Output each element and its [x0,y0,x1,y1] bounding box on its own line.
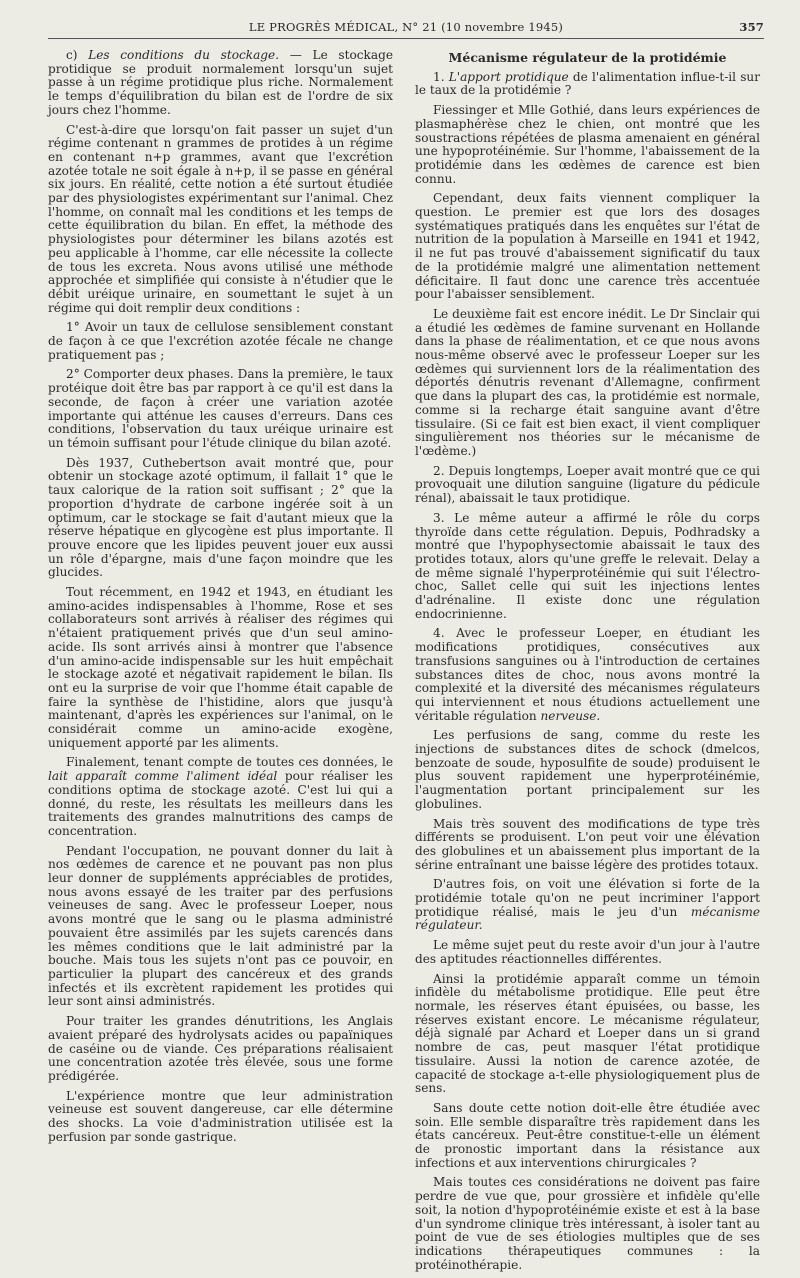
emphasis: L'apport protidique [448,69,569,84]
paragraph: 2° Comporter deux phases. Dans la première, le taux protéique doit être bas par rapport à ce qu'il est dans la seconde, de façon à créer une variation azotée importante qui atténue les causes d'erreurs. Dans ces conditions, l'observation du taux uréique urinaire est un témoin suffisant pour l'étude clinique du bilan azoté. [48,367,393,450]
paragraph [48,756,393,838]
paragraph: L'expérience montre que leur administration veineuse est souvent dangereuse, car elle détermine des shocks. La voie d'administration utilisée est la perfusion par sonde gastrique. [48,1088,393,1144]
paragraph: Tout récemment, en 1942 et 1943, en étudiant les amino-acides indispensables à l'homme, Rose et ses collaborateurs sont arrivés à réaliser des régimes qui n'étaient pratiquement privés que d'un seul amino-acide. Ils sont arrivés ainsi à montrer que l'absence d'un amino-acide indispensable sur les huit empêchait le stockage azoté et négativait rapidement le bilan. Ils ont eu la surprise de voir que l'homme était capable de faire la synthèse de l'histidine, alors que jusqu'à maintenant, d'après les expériences sur l'animal, on le considérait comme un amino-acide exogène, uniquement apporté par les aliments. [48,585,393,750]
paragraph: 3. Le même auteur a affirmé le rôle du corps thyroïde dans cette régulation. Depuis, Podhradsky a montré que l'hypophysectomie abaissait le taux des protides totaux, alors qu'une greffe le relevait. Delay a de même signalé l'hyperprotéinémie qui suit l'électro-choc, Sallet celle qui suit les injections lentes d'adrénaline. Il existe donc une régulation endocrinienne. [415,510,760,621]
paragraph-text: pour réaliser les conditions optima de stockage azoté. C'est lui qui a donné, du reste, les résultats les meilleurs dans les traitements des grandes malnutritions des camps de concentration. [48,769,393,838]
list-label: c) [66,48,89,62]
left-column [48,49,393,1278]
paragraph: Cependant, deux faits viennent compliquer la question. Le premier est que lors des dosages systématiques pratiqués dans les enquêtes sur l'état de nutrition de la population à Marseille en 1941 et 1942, il ne fut pas trouvé d'abaissement significatif du taux de la protidémie malgré une alimentation nettement déficitaire. Il faut donc une carence très accentuée pour l'abaisser sensiblement. [415,191,760,302]
paragraph: Le deuxième fait est encore inédit. Le Dr Sinclair qui a étudié les œdèmes de famine survenant en Hollande dans la phase de réalimentation, et ce que nous avons nous-même observé avec le professeur Loeper sur les œdèmes qui surviennent lors de la réalimentation des déportés dénutris revenant d'Allemagne, confirment que dans la plupart des cas, la protidémie est normale, comme si la recharge était sanguine avant d'être tissulaire. (Si ce fait est bien exact, il vient compliquer singulièrement nos théories sur le mécanisme de l'œdème.) [415,306,760,458]
paragraph-text: Finalement, tenant compte de toutes ces données, le [66,755,393,770]
paragraph-text: D'autres fois, on voit une élévation si forte de la protidémie totale qu'on ne peut incriminer l'apport protidique réalisé, mais le jeu d'un [415,877,760,919]
emphasis: mécanisme régulateur. [415,904,760,933]
paragraph-text: 4. Avec le professeur Loeper, en étudiant les modifications protidiques, consécutives aux transfusions sanguines ou à l'introduction de certaines substances dites de choc, nous avons montré la complexité et la diversité des mécanismes régulateurs qui interviennent et nous étudions actuellement une véritable régulation [415,626,760,723]
paragraph: 1° Avoir un taux de cellulose sensiblement constant de façon à ce que l'excrétion azotée fécale ne change pratiquement pas ; [48,320,393,362]
paragraph-text: — Le stockage protidique se produit normalement lorsqu'un sujet passe à un régime protidique plus riche. Normalement le temps d'équilibration du bilan est de l'ordre de six jours chez l'homme. [48,48,393,117]
paragraph: Ainsi la protidémie apparaît comme un témoin infidèle du métabolisme protidique. Elle peut être normale, les réserves étant épuisées, ou basse, les réserves existant encore. Le mécanisme régulateur, déjà signalé par Achard et Loeper dans un si grand nombre de cas, peut masquer l'état protidique tissulaire. Aussi la notion de carence azotée, de capacité de stockage a-t-elle physiologiquement plus de sens. [415,971,760,1096]
paragraph: Pendant l'occupation, ne pouvant donner du lait à nos œdèmes de carence et ne pouvant pas non plus leur donner de suppléments appréciables de protides, nous avons essayé de les traiter par des perfusions veineuses de sang. Avec le professeur Loeper, nous avons montré que le sang ou le plasma administré pouvaient être assimilés par les sujets carencés dans les mêmes conditions que le lait administré par la bouche. Mais tous les sujets n'ont pas ce pouvoir, en particulier la plupart des cancéreux et des grands infectés et ils excrètent rapidement les protides qui leur sont ainsi administrés. [48,843,393,1009]
paragraph [415,878,760,933]
running-header [48,18,764,39]
subsection-heading: Les conditions du stockage. [88,48,280,62]
section-heading: Mécanisme régulateur de la protidémie [448,50,727,65]
paragraph: C'est-à-dire que lorsqu'on fait passer un sujet d'un régime contenant n grammes de protides à un régime en contenant n+p grammes, avant que l'excrétion azotée totale ne soit égale à n+p, il se passe en général six jours. En réalité, cette notion a été surtout étudiée par des physiologistes expérimentant sur l'animal. Chez l'homme, on connaît mal les conditions et les temps de cette équilibration du bilan. En effet, la méthode des physiologistes pour déterminer les bilans azotés est peu applicable à l'homme, car elle nécessite la collecte de tous les excreta. Nous avons utilisé une méthode approchée et simplifiée qui consiste à n'étudier que le débit uréique urinaire, en soumettant le sujet à un régime qui doit remplir deux conditions : [48,122,393,315]
emphasis: nerveuse. [540,708,601,723]
paragraph-text: de l'alimentation influe-t-il sur le taux de la protidémie ? [415,69,760,98]
paragraph: Les perfusions de sang, comme du reste les injections de substances dites de schock (dmelcos, benzoate de soude, hyposulfite de soude) produisent le plus souvent rapidement une hyperprotéinémie, l'augmentation portant principalement sur les globulines. [415,728,760,811]
paragraph: Fiessinger et Mlle Gothié, dans leurs expériences de plasmaphérèse chez le chien, ont montré que les soustractions répétées de plasma amenaient en général une hypoprotéinémie. Sur l'homme, l'abaissement de la protidémie dans les œdèmes de carence est bien connu. [415,103,760,186]
paragraph: Mais très souvent des modifications de type très différents se produisent. L'on peut voir une élévation des globulines et un abaissement plus important de la sérine entraînant une baisse légère des protides totaux. [415,816,760,872]
text-columns [48,49,764,1278]
paragraph [415,71,760,98]
emphasis: lait apparaît comme l'aliment idéal [48,769,278,784]
paragraph: Mais toutes ces considérations ne doivent pas faire perdre de vue que, pour grossière et infidèle qu'elle soit, la notion d'hypoprotéinémie existe et est à la base d'un syndrome clinique très intéressant, à isoler tant au point de vue de ses étiologies multiples que de ses indications thérapeutiques communes : la protéinothérapie. [415,1175,760,1272]
paragraph: 2. Depuis longtemps, Loeper avait montré que ce qui provoquait une dilution sanguine (ligature du pédicule rénal), abaissait le taux protidique. [415,463,760,506]
paragraph: Sans doute cette notion doit-elle être étudiée avec soin. Elle semble disparaître très rapidement dans les états cancéreux. Peut-être constitue-t-elle un élément de pronostic important dans la résistance aux infections et aux interventions chirurgicales ? [415,1100,760,1170]
paragraph: Le même sujet peut du reste avoir d'un jour à l'autre des aptitudes réactionnelles différentes. [415,938,760,966]
right-column [415,49,760,1278]
page-number: 357 [739,20,764,34]
journal-title: LE PROGRÈS MÉDICAL, N° 21 (10 novembre 1945) [248,20,564,34]
paragraph-stockage [48,49,393,118]
paragraph [415,627,760,723]
list-number: 1. [433,69,449,84]
paragraph: Dès 1937, Cuthebertson avait montré que, pour obtenir un stockage azoté optimum, il fallait 1° que le taux calorique de la ration soit suffisant ; 2° que la proportion d'hydrate de carbone ingérée soit à un optimum, car le stockage se fait d'autant mieux que la réserve hépatique en glycogène est plus importante. Il prouve encore que les lipides peuvent jouer eux aussi un rôle d'épargne, mais d'une façon moindre que les glucides. [48,455,393,580]
paragraph: Pour traiter les grandes dénutritions, les Anglais avaient préparé des hydrolysats acides ou papaïniques de caséine ou de viande. Ces préparations réalisaient une concentration azotée très élevée, sous une forme prédigérée. [48,1014,393,1083]
